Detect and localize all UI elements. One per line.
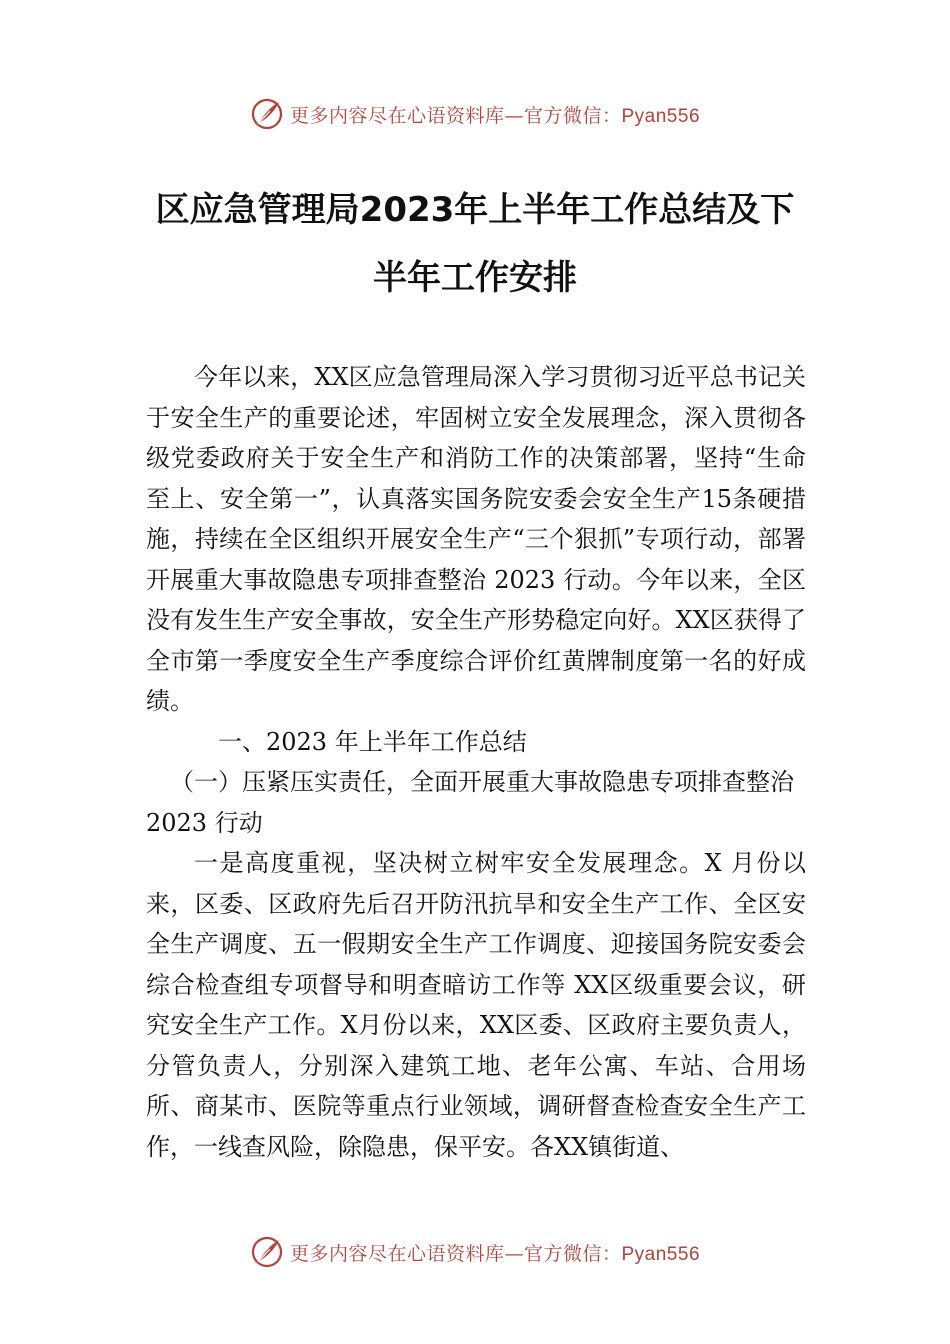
body-paragraph: 一是高度重视，坚决树立树牢安全发展理念。X 月份以来，区委、区政府先后召开防汛抗旱和安全生产工作、全区安全生产调度、五一假期安全生产工作调度、迎接国务院安委会综合检查组专项督导和明查暗访工作等 XX区级重要会议，研究安全生产工作。X月份以来，XX区委、区政府主要负责人，分管负责人，分别深入建筑工地、老年公寓、车站、合用场所、商某市、医院等重点行业领域，调研督查检查安全生产工作，一线查风险，除隐患，保平安。各XX镇街道、 — [146, 849, 806, 1161]
document-title-line-2: 半年工作安排 — [373, 258, 577, 298]
feather-pen-logo-icon — [250, 1235, 284, 1269]
subsection-heading: （一）压紧压实责任，全面开展重大事故隐患专项排查整治 2023 行动 — [146, 768, 794, 837]
watermark-wechat-id: Pyan556 — [621, 105, 701, 127]
document-body — [146, 357, 806, 1167]
watermark-wechat-id: Pyan556 — [621, 1243, 701, 1265]
footer-watermark — [0, 1232, 950, 1272]
feather-pen-logo-icon — [250, 97, 284, 131]
header-watermark — [0, 94, 950, 134]
watermark-text: 更多内容尽在心语资料库—官方微信：Pyan556 — [289, 1242, 701, 1265]
document-title-line-1: 区应急管理局2023年上半年工作总结及下 — [155, 190, 795, 230]
watermark-text: 更多内容尽在心语资料库—官方微信：Pyan556 — [289, 104, 701, 127]
intro-paragraph: 今年以来，XX区应急管理局深入学习贯彻习近平总书记关于安全生产的重要论述，牢固树立安全发展理念，深入贯彻各级党委政府关于安全生产和消防工作的决策部署，坚持“生命至上、安全第一”，认真落实国务院安委会安全生产15条硬措施，持续在全区组织开展安全生产“三个狠抓”专项行动，部署开展重大事故隐患专项排查整治 2023 行动。今年以来，全区没有发生生产安全事故，安全生产形势稳定向好。XX区获得了全市第一季度安全生产季度综合评价红黄牌制度第一名的好成绩。 — [146, 363, 806, 715]
section-heading: 一、2023 年上半年工作总结 — [218, 727, 527, 756]
